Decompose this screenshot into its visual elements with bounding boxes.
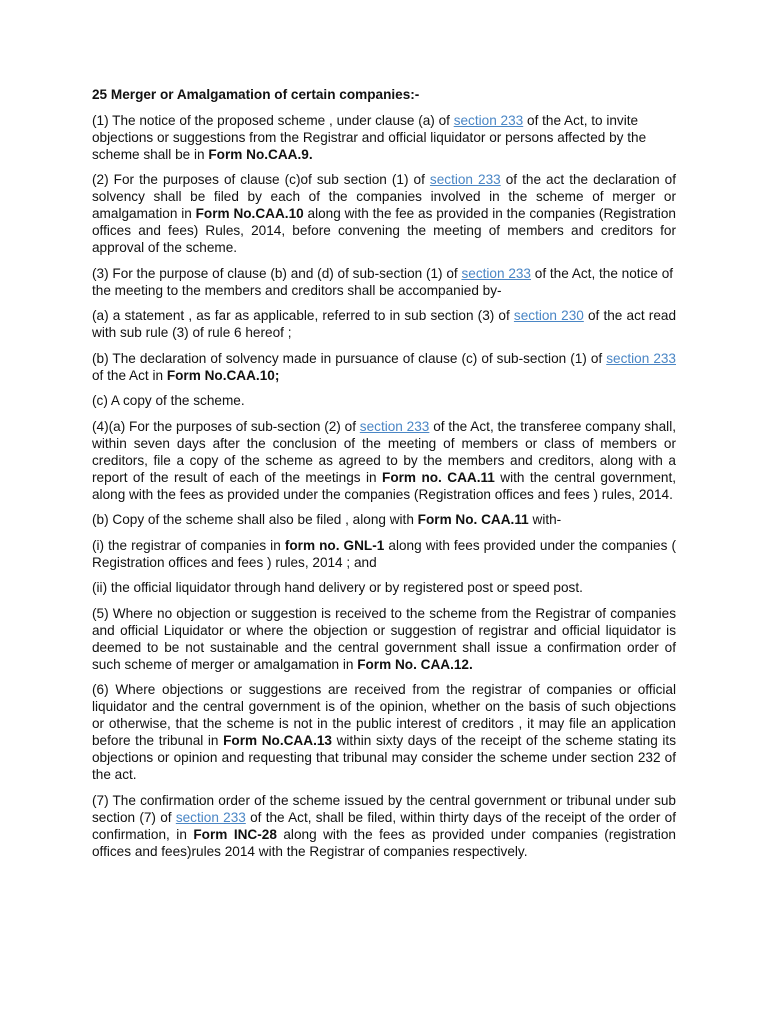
paragraph bbox=[92, 112, 676, 163]
paragraph bbox=[92, 392, 676, 409]
paragraph-text: (4)(a) For the purposes of sub-section (2) of bbox=[92, 418, 360, 434]
paragraph-text: with- bbox=[528, 512, 562, 527]
paragraph bbox=[92, 681, 676, 783]
paragraph-text: of the act the declaration of solvency shall be filed by each of the companies involved in the scheme of merger or amalgamation in bbox=[92, 172, 677, 221]
form-reference: Form no. CAA.11 bbox=[382, 469, 495, 485]
paragraph-text: along with the fee as provided in the companies (Registration offices and fees) Rules, 2014, before convening the meeting of members and creditors for approval of the scheme. bbox=[92, 206, 676, 255]
paragraph-list bbox=[92, 112, 676, 860]
section-link[interactable]: section 233 bbox=[429, 172, 501, 187]
paragraph-text: of the Act, shall be filed, within thirty days of the receipt of the order of confirmation, in bbox=[92, 809, 676, 842]
paragraph-text: (3) For the purpose of clause (b) and (d) of sub-section (1) of bbox=[92, 265, 462, 281]
form-reference: Form No.CAA.9. bbox=[208, 146, 313, 162]
paragraph-text: of the Act, the notice of the meeting to the members and creditors shall be accompanied by- bbox=[92, 265, 674, 298]
paragraph-text: (2) For the purposes of clause (c)of sub section (1) of bbox=[92, 172, 430, 187]
paragraph-text: (5) Where no objection or suggestion is received to the scheme from the Registrar of companies and official Liquidator or where the objection or suggestion of registrar and official liquidator is deemed to be not sustainable and the central government shall issue a confirmation order of such scheme of merger or amalgamation in bbox=[92, 605, 676, 672]
paragraph-text: within sixty days of the receipt of the scheme stating its objections or opinion and requesting that tribunal may consider the scheme under section 232 of the act. bbox=[92, 733, 676, 782]
paragraph bbox=[92, 511, 676, 528]
form-reference: Form No.CAA.13 bbox=[223, 733, 332, 748]
paragraph bbox=[92, 265, 676, 299]
paragraph-text: of the act read with sub rule (3) of rule 6 hereof ; bbox=[92, 308, 677, 340]
paragraph-text: (b) Copy of the scheme shall also be filed , along with bbox=[92, 512, 418, 527]
paragraph-text: (c) A copy of the scheme. bbox=[92, 393, 245, 408]
form-reference: Form No.CAA.10; bbox=[166, 367, 280, 383]
form-reference: Form INC-28 bbox=[193, 826, 277, 842]
paragraph-text: (b) The declaration of solvency made in pursuance of clause (c) of sub-section (1) of bbox=[92, 350, 607, 366]
paragraph bbox=[92, 579, 676, 596]
paragraph-text: of the Act, to invite objections or suggestions from the Registrar and official liquidator or persons affected by the scheme shall be in bbox=[92, 112, 647, 162]
form-reference: form no. GNL-1 bbox=[284, 537, 385, 553]
paragraph bbox=[92, 307, 676, 341]
paragraph-text: (a) a statement , as far as applicable, referred to in sub section (3) of bbox=[92, 308, 514, 323]
paragraph-text: (1) The notice of the proposed scheme , under clause (a) of bbox=[92, 112, 454, 128]
paragraph-text: (i) the registrar of companies in bbox=[92, 537, 285, 553]
paragraph-text: of the Act in bbox=[92, 367, 167, 383]
section-link[interactable]: section 233 bbox=[359, 418, 430, 434]
section-link[interactable]: section 233 bbox=[461, 265, 531, 281]
form-reference: Form No. CAA.11 bbox=[417, 512, 529, 527]
document-body bbox=[92, 86, 676, 868]
paragraph bbox=[92, 350, 676, 384]
paragraph-text: along with the fees as provided under companies (registration offices and fees)rules 2014 with the Registrar of companies respectively. bbox=[92, 826, 676, 859]
section-link[interactable]: section 233 bbox=[453, 112, 524, 128]
section-link[interactable]: section 230 bbox=[513, 308, 584, 323]
paragraph bbox=[92, 171, 676, 256]
paragraph bbox=[92, 537, 676, 571]
paragraph-text: (ii) the official liquidator through hand delivery or by registered post or speed post. bbox=[92, 580, 583, 595]
section-link[interactable]: section 233 bbox=[175, 809, 246, 825]
section-link[interactable]: section 233 bbox=[606, 350, 676, 366]
paragraph-text: with the central government, along with the fees as provided under the companies (Registration offices and fees ) rules, 2014. bbox=[92, 469, 676, 502]
paragraph-text: (6) Where objections or suggestions are received from the registrar of companies or official liquidator and the central government is of the opinion, whether on the basis of such objections or otherwise, that the scheme is not in the public interest of creditors , it may file an application before the tribunal in bbox=[92, 682, 676, 748]
paragraph bbox=[92, 418, 676, 503]
form-reference: Form No.CAA.10 bbox=[195, 206, 304, 221]
paragraph-text: of the Act, the transferee company shall, within seven days after the conclusion of the meeting of members or class of members or creditors, file a copy of the scheme as agreed to by the members and creditors, along with a report of the result of each of the meetings in bbox=[92, 418, 676, 485]
paragraph bbox=[92, 605, 676, 673]
section-heading: 25 Merger or Amalgamation of certain companies:- bbox=[92, 87, 420, 102]
paragraph-text: (7) The confirmation order of the scheme issued by the central government or tribunal under sub section (7) of bbox=[92, 792, 676, 825]
paragraph bbox=[92, 792, 676, 860]
form-reference: Form No. CAA.12. bbox=[357, 656, 473, 672]
paragraph-text: along with fees provided under the companies ( Registration offices and fees ) rules, 2014 ; and bbox=[92, 537, 676, 570]
